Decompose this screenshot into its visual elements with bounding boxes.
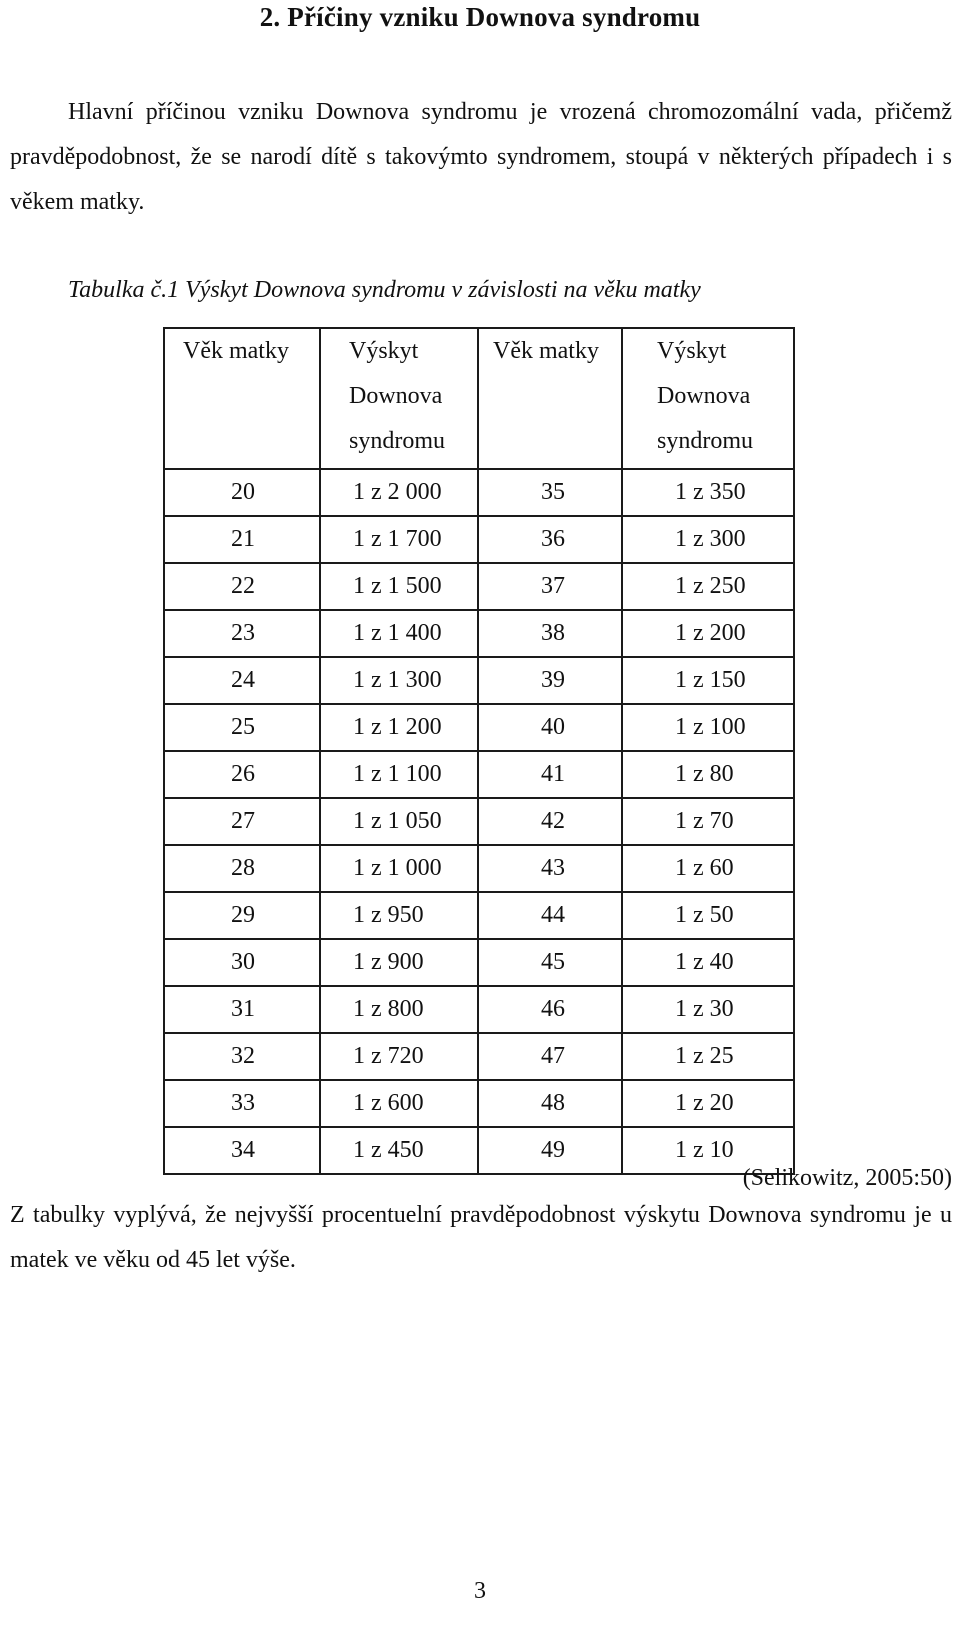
incidence-cell [320,469,478,516]
cell-value: 1 z 720 [353,1043,424,1069]
cell-value: 1 z 40 [675,949,734,975]
incidence-cell [622,516,794,563]
source-citation: (Selikowitz, 2005:50) [742,1165,952,1191]
incidence-cell [622,751,794,798]
cell-value: 33 [231,1090,255,1116]
table-row [164,1033,794,1080]
cell-value: 1 z 900 [353,949,424,975]
age-cell [478,986,622,1033]
cell-value: 48 [541,1090,565,1116]
cell-value: 1 z 60 [675,855,734,881]
table-row [164,892,794,939]
incidence-cell [320,939,478,986]
cell-value: 1 z 950 [353,902,424,928]
incidence-cell [622,610,794,657]
cell-value: 45 [541,949,565,975]
cell-value: 1 z 600 [353,1090,424,1116]
cell-value: 43 [541,855,565,881]
age-cell [478,845,622,892]
cell-value: 27 [231,808,255,834]
table-row [164,939,794,986]
conclusion-paragraph: Z tabulky vyplývá, že nejvyšší procentuelní pravděpodobnost výskytu Downova syndromu je u matek ve věku od 45 let výše. [10,1202,952,1273]
header-age-1 [164,328,320,469]
age-cell [164,1033,320,1080]
cell-value: 32 [231,1043,255,1069]
age-cell [478,751,622,798]
age-cell [164,704,320,751]
cell-value: 1 z 1 200 [353,714,442,740]
incidence-cell [622,892,794,939]
page-number: 3 [474,1578,486,1604]
cell-value: 20 [231,479,255,505]
header-line: Downova [657,383,751,409]
age-cell [164,798,320,845]
cell-value: 40 [541,714,565,740]
incidence-cell [622,939,794,986]
age-cell [164,892,320,939]
age-cell [478,939,622,986]
header-line: Downova [349,383,443,409]
cell-value: 1 z 1 050 [353,808,442,834]
cell-value: 1 z 1 500 [353,573,442,599]
header-line: syndromu [349,428,445,454]
cell-value: 44 [541,902,565,928]
incidence-cell [320,704,478,751]
incidence-cell [320,563,478,610]
cell-value: 42 [541,808,565,834]
incidence-cell [320,516,478,563]
cell-value: 29 [231,902,255,928]
incidence-cell [320,986,478,1033]
intro-paragraph [10,90,952,225]
incidence-cell [320,657,478,704]
age-cell [478,516,622,563]
age-cell [164,1080,320,1127]
age-cell [164,563,320,610]
cell-value: 38 [541,620,565,646]
cell-value: 1 z 20 [675,1090,734,1116]
table-row [164,1080,794,1127]
cell-value: 1 z 800 [353,996,424,1022]
incidence-cell [320,892,478,939]
cell-value: 1 z 100 [675,714,746,740]
incidence-cell [622,798,794,845]
table-caption: Tabulka č.1 Výskyt Downova syndromu v závislosti na věku matky [68,277,701,303]
age-cell [164,469,320,516]
cell-value: 1 z 250 [675,573,746,599]
cell-value: 1 z 450 [353,1137,424,1163]
intro-text: Hlavní příčinou vzniku Downova syndromu je vrozená chromozomální vada, přičemž pravděpodobnost, že se narodí dítě s takovýmto syndromem, stoupá v některých případech i s věkem matky. [10,99,952,215]
cell-value: 25 [231,714,255,740]
incidence-cell [622,1080,794,1127]
incidence-cell [320,751,478,798]
cell-value: 46 [541,996,565,1022]
cell-value: 1 z 2 000 [353,479,442,505]
incidence-cell [320,1127,478,1174]
table-row [164,704,794,751]
cell-value: 1 z 200 [675,620,746,646]
incidence-cell [320,1080,478,1127]
table-row [164,563,794,610]
age-cell [164,516,320,563]
header-line: Věk matky [493,338,599,364]
cell-value: 26 [231,761,255,787]
age-cell [478,1080,622,1127]
cell-value: 1 z 1 300 [353,667,442,693]
cell-value: 24 [231,667,255,693]
section-heading: 2. Příčiny vzniku Downova syndromu [259,2,701,32]
cell-value: 21 [231,526,255,552]
cell-value: 39 [541,667,565,693]
table-row [164,751,794,798]
table-row [164,845,794,892]
cell-value: 1 z 50 [675,902,734,928]
header-line: Výskyt [657,338,727,364]
age-cell [478,1033,622,1080]
incidence-cell [622,657,794,704]
age-cell [478,798,622,845]
incidence-cell [622,845,794,892]
cell-value: 1 z 1 000 [353,855,442,881]
header-line: Věk matky [183,338,289,364]
incidence-cell [320,1033,478,1080]
table-row [164,516,794,563]
age-cell [164,1127,320,1174]
cell-value: 37 [541,573,565,599]
cell-value: 22 [231,573,255,599]
incidence-cell [622,469,794,516]
cell-value: 1 z 80 [675,761,734,787]
table-row [164,798,794,845]
incidence-cell [320,798,478,845]
age-cell [164,751,320,798]
age-cell [164,939,320,986]
cell-value: 1 z 30 [675,996,734,1022]
incidence-cell [622,704,794,751]
cell-value: 23 [231,620,255,646]
incidence-cell [622,1033,794,1080]
cell-value: 1 z 1 700 [353,526,442,552]
age-cell [478,1127,622,1174]
cell-value: 1 z 1 100 [353,761,442,787]
age-cell [164,657,320,704]
table-row [164,986,794,1033]
age-cell [164,610,320,657]
age-cell [164,845,320,892]
incidence-cell [320,845,478,892]
header-incidence-1 [320,328,478,469]
age-cell [478,563,622,610]
age-cell [478,892,622,939]
cell-value: 1 z 10 [675,1137,734,1163]
table-row [164,610,794,657]
header-line: Výskyt [349,338,419,364]
cell-value: 49 [541,1137,565,1163]
cell-value: 1 z 70 [675,808,734,834]
table-row [164,1127,794,1174]
age-cell [478,469,622,516]
table-row [164,657,794,704]
age-cell [164,986,320,1033]
cell-value: 41 [541,761,565,787]
age-cell [478,657,622,704]
cell-value: 36 [541,526,565,552]
cell-value: 31 [231,996,255,1022]
cell-value: 28 [231,855,255,881]
age-cell [478,610,622,657]
incidence-cell [320,610,478,657]
cell-value: 35 [541,479,565,505]
cell-value: 34 [231,1137,255,1163]
cell-value: 47 [541,1043,565,1069]
cell-value: 1 z 150 [675,667,746,693]
age-cell [478,704,622,751]
cell-value: 1 z 25 [675,1043,734,1069]
cell-value: 30 [231,949,255,975]
header-incidence-2 [622,328,794,469]
incidence-cell [622,986,794,1033]
incidence-cell [622,563,794,610]
incidence-table [163,327,795,1175]
cell-value: 1 z 1 400 [353,620,442,646]
table-row [164,469,794,516]
header-age-2 [478,328,622,469]
cell-value: 1 z 350 [675,479,746,505]
header-line: syndromu [657,428,753,454]
table-header-row [164,328,794,469]
cell-value: 1 z 300 [675,526,746,552]
